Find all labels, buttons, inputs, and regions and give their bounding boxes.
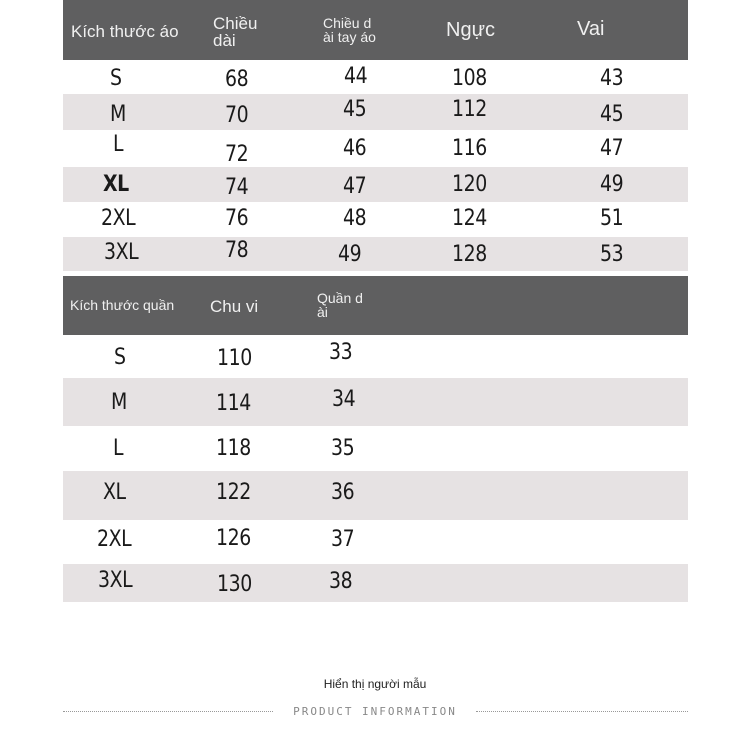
shirt-size-cell: 3XL	[104, 240, 139, 265]
shirt-shoulder-cell: 45	[600, 102, 624, 127]
shirt-shoulder-cell: 49	[600, 172, 624, 197]
shirt-size-cell: M	[110, 102, 126, 127]
shirt-chest-cell: 120	[452, 172, 487, 197]
pants-row-2xl	[63, 520, 688, 564]
shirt-row-3xl	[63, 237, 688, 271]
header-chest: Ngực	[446, 19, 495, 41]
pants-row-m	[63, 378, 688, 426]
shirt-sleeve-cell: 46	[343, 136, 367, 161]
pants-row-s	[63, 335, 688, 378]
header-pants-length	[317, 291, 363, 319]
shirt-sleeve-cell: 47	[343, 174, 367, 199]
pants-waist-cell: 114	[216, 391, 251, 416]
shirt-length-cell: 78	[225, 238, 249, 263]
pants-table-header	[63, 276, 688, 335]
shirt-row-s	[63, 60, 688, 94]
shirt-size-cell: S	[110, 66, 122, 91]
shirt-table-header	[63, 0, 688, 60]
pants-size-cell: XL	[103, 480, 126, 505]
shirt-length-cell: 74	[225, 175, 249, 200]
header-shirt-size: Kích thước áo	[71, 22, 179, 41]
header-length-line1: Chiều	[213, 14, 258, 33]
pants-size-table	[63, 276, 688, 602]
pants-length-cell: 38	[329, 569, 353, 594]
product-information-label: PRODUCT INFORMATION	[293, 705, 457, 718]
pants-length-cell: 33	[329, 340, 353, 365]
shirt-length-cell: 70	[225, 103, 249, 128]
pants-size-cell: 2XL	[97, 527, 132, 552]
shirt-shoulder-cell: 43	[600, 66, 624, 91]
shirt-sleeve-cell: 49	[338, 242, 362, 267]
header-pants-length-line2: ài	[317, 304, 328, 320]
shirt-sleeve-cell: 44	[344, 64, 368, 89]
header-length-line2: dài	[213, 31, 236, 50]
shirt-chest-cell: 108	[452, 66, 487, 91]
shirt-chest-cell: 124	[452, 206, 487, 231]
model-display-title: Hiển thị người mẫu	[323, 677, 427, 691]
pants-size-cell: 3XL	[98, 568, 133, 593]
shirt-row-2xl	[63, 202, 688, 237]
header-sleeve-length	[323, 16, 376, 44]
shirt-length-cell: 68	[225, 67, 249, 92]
pants-row-xl	[63, 471, 688, 520]
pants-waist-cell: 122	[216, 480, 251, 505]
header-length	[213, 15, 257, 49]
shirt-length-cell: 76	[225, 206, 249, 231]
shirt-chest-cell: 128	[452, 242, 487, 267]
shirt-row-m	[63, 94, 688, 130]
shirt-shoulder-cell: 51	[600, 206, 624, 231]
shirt-sleeve-cell: 48	[343, 206, 367, 231]
pants-waist-cell: 110	[217, 346, 252, 371]
shirt-size-table	[63, 0, 688, 271]
shirt-row-l	[63, 130, 688, 167]
header-pants-size: Kích thước quần	[70, 297, 175, 313]
header-sleeve-line2: ài tay áo	[323, 29, 376, 45]
pants-size-cell: S	[114, 345, 126, 370]
footer-divider-right	[476, 711, 688, 712]
pants-row-l	[63, 426, 688, 471]
shirt-length-cell: 72	[225, 142, 249, 167]
header-sleeve-line1: Chiều d	[323, 15, 372, 31]
header-pants-length-line1: Quần d	[317, 290, 363, 306]
header-waist: Chu vi	[210, 297, 259, 316]
pants-waist-cell: 130	[217, 572, 252, 597]
shirt-chest-cell: 112	[452, 97, 487, 122]
shirt-chest-cell: 116	[452, 136, 487, 161]
pants-length-cell: 34	[332, 387, 356, 412]
pants-waist-cell: 126	[216, 526, 251, 551]
shirt-size-cell: 2XL	[101, 206, 136, 231]
pants-row-3xl	[63, 564, 688, 602]
pants-size-cell: L	[113, 436, 124, 461]
pants-size-cell: M	[111, 390, 127, 415]
pants-length-cell: 37	[331, 527, 355, 552]
pants-length-cell: 35	[331, 436, 355, 461]
shirt-sleeve-cell: 45	[343, 97, 367, 122]
shirt-size-cell: L	[113, 132, 124, 157]
shirt-shoulder-cell: 47	[600, 136, 624, 161]
shirt-shoulder-cell: 53	[600, 242, 624, 267]
header-shoulder: Vai	[577, 18, 605, 40]
shirt-size-cell: XL	[103, 172, 129, 197]
shirt-row-xl	[63, 167, 688, 202]
pants-waist-cell: 118	[216, 436, 251, 461]
pants-length-cell: 36	[331, 480, 355, 505]
